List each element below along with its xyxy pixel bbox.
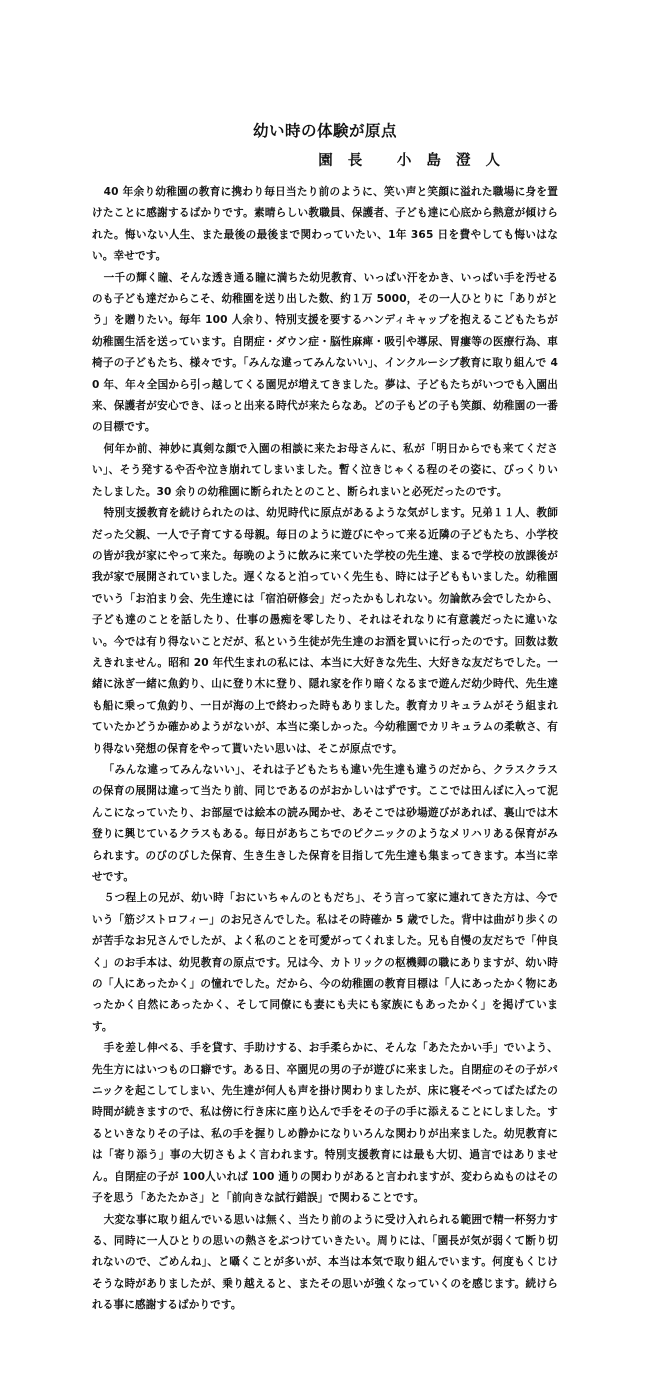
body-paragraph: 大変な事に取り組んでいる思いは無く、当たり前のように受け入れられる範囲で精一杯努力する、同時に一人ひとりの思いの熱さをぶつけていきたい。周りには、「園長が気が弱くて断り切れないので、ごめんね」、と囁くことが多いが、本当は本気で取り組んでいます。何度もくじけそうな時がありましたが、乗り越えると、またその思いが強くなっていくのを感じます。続けられる事に感謝するばかりです。 [92, 1213, 558, 1312]
body-paragraph: 「みんな違ってみんないい」、それは子どもたちも違い先生達も違うのだから、クラスクラスの保育の展開は違って当たり前、同じであるのがおかしいはずです。ここでは田んぼに入って泥んこになっていたり、お部屋では絵本の読み聞かせ、あそこでは砂場遊びがあれば、裏山では木登りに興じているクラスもある。毎日があちこちでのピクニックのようなメリハリある保育がみられます。のびのびした保育、生き生きした保育を目指して先生達も集まってきます。本当に幸せです。 [92, 763, 558, 883]
author-line: 園 長 小 島 澄 人 [318, 153, 505, 169]
document-title: 幼い時の体験が原点 [252, 122, 397, 140]
body-paragraph: 何年か前、神妙に真剣な顔で入園の相談に来たお母さんに、私が「明日からでも来てください」、そう発するや否や泣き崩れてしまいました。暫く泣きじゃくる程のその姿に、びっくりいたしました。30 余りの幼稚園に断られたとのこと、断られまいと必死だったのです。 [92, 442, 558, 498]
body-paragraph: ５つ程上の兄が、幼い時「おにいちゃんのともだち」、そう言って家に連れてきた方は、今でいう「筋ジストロフィー」のお兄さんでした。私はその時確か 5 歳でした。背中は曲がり歩くのが苦手なお兄さんでしたが、よく私のことを可愛がってくれました。兄も自慢の友だちで「仲良く」のお手本は、幼児教育の原点です。兄は今、カトリックの枢機卿の職にありますが、幼い時の「人にあったかく」の憧れでした。だから、今の幼稚園の教育目標は「人にあったかく物にあったかく自然にあったかく、そして同僚にも妻にも夫にも家族にもあったかく」を掲げています。 [92, 892, 558, 1033]
body-paragraph: 一千の輝く瞳、そんな透き通る瞳に満ちた幼児教育、いっぱい汗をかき、いっぱい手を汚せるのも子ども達だからこそ、幼稚園を送り出した数、約１万 5000，その一人ひとりに「ありがとう」を贈りたい。毎年 100 人余り、特別支援を要するハンディキャップを抱えるこどもたちが幼稚園生活を送っています。自閉症・ダウン症・脳性麻痺・吸引や導尿、胃瘻等の医療行為、車椅子の子どもたち、様々です。「みんな違ってみんないい」、インクルーシブ教育に取り組んで 40 年、年々全国から引っ越してくる園児が増えてきました。夢は、子どもたちがいつでも入園出来、保護者が安心でき、ほっと出来る時代が来たらなあ。どの子もどの子も笑顔、幼稚園の一番の目標です。 [92, 271, 558, 434]
body-paragraph: 40 年余り幼稚園の教育に携わり毎日当たり前のように、笑い声と笑顔に溢れた職場に身を置けたことに感謝するばかりです。素晴らしい教職員、保護者、子ども達に心底から熱意が傾けられた。悔いない人生、また最後の最後まで関わっていたい、1年 365 日を費やしても悔いはない。幸せです。 [92, 186, 558, 263]
document-body [92, 182, 558, 1317]
body-paragraph: 特別支援教育を続けられたのは、幼児時代に原点があるような気がします。兄弟１１人、教師だった父親、一人で子育てする母親。毎日のように遊びにやって来る近隣の子どもたち、小学校の皆が我が家にやって来た。毎晩のように飲みに来ていた学校の先生達、まるで学校の放課後が我が家で展開されていました。遅くなると泊っていく先生も、時には子どももいました。幼稚園でいう「お泊まり会、先生達には「宿泊研修会」だったかもしれない。勿論飲み会でしたから、子ども達のことを話したり、仕事の愚痴を零したり、それはそれなりに有意義だったに違いない。今では有り得ないことだが、私という生徒が先生達のお酒を買いに行ったのです。回数は数えきれません。昭和 20 年代生まれの私には、本当に大好きな先生、大好きな友だちでした。一緒に泳ぎ一緒に魚釣り、山に登り木に登り、隠れ家を作り暗くなるまで遊んだ幼少時代、先生達も船に乗って魚釣り、一日が海の上で終わった時もありました。教育カリキュラムがそう組まれていたかどうか確かめようがないが、本当に楽しかった。今幼稚園でカリキュラムの柔軟さ、有り得ない発想の保育をやって貰いたい思いは、そこが原点です。 [92, 507, 558, 755]
body-paragraph: 手を差し伸べる、手を貸す、手助けする、お手柔らかに、そんな「あたたかい手」でいよう、先生方にはいつもの口癖です。ある日、卒園児の男の子が遊びに来ました。自閉症のその子がパニックを起こしてしまい、先生達が何人も声を掛け関わりましたが、床に寝そべってばたばたの時間が続きますので、私は傍に行き床に座り込んで手をその子の手に添えることにしました。するといきなりその子は、私の手を握りしめ静かになりいろんな関わりが出来ました。幼児教育には「寄り添う」事の大切さもよく言われます。特別支援教育には最も大切、過言ではありません。自閉症の子が 100人いれば 100 通りの関わりがあると言われますが、変わらぬものはその子を思う「あたたかさ」と「前向きな試行錯誤」で関わることです。 [92, 1042, 558, 1205]
